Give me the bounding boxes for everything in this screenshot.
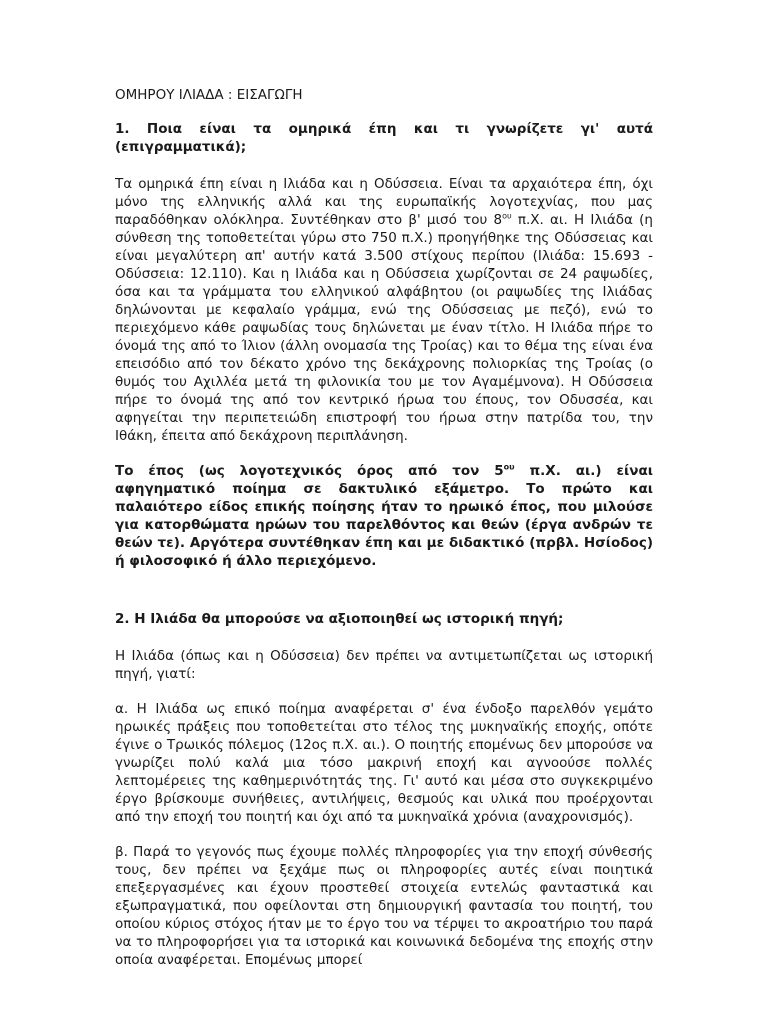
document-title: ΟΜΗΡΟΥ ΙΛΙΑΔΑ : ΕΙΣΑΓΩΓΗ: [115, 87, 303, 103]
answer-1-epic-paragraph: [115, 462, 653, 570]
answer-1b-text-a: Το έπος (ως λογοτεχνικός όρος από τον 5: [115, 463, 504, 479]
question-1: 1. Ποια είναι τα ομηρικά έπη και τι γνωρίζετε γι' αυτά (επιγραμματικά);: [115, 121, 653, 155]
ordinal-superscript: ου: [503, 462, 515, 472]
answer-2-point-beta: β. Παρά το γεγονός πως έχουμε πολλές πληροφορίες για την εποχή σύνθεσής τους, δεν πρέπει να ξεχάμε πως οι πληροφορίες αυτές είναι ποιητικά επεξεργασμένες και έχουν προστεθεί στοιχεία εντελώς φανταστικά και εξωπραγματικά, που οφείλονται στη δημιουργική φαντασία του ποιητή, του οποίου κύριος στόχος ήταν με το έργο του να τέρψει το ακροατήριο του παρά να το πληροφορήσει για τα ιστορικά και κοινωνικά δεδομένα της εποχής στην οποία αναφέρεται. Επομένως μπορεί: [115, 844, 653, 968]
document-page: [115, 86, 653, 969]
answer-1b-text-b: π.Χ. αι.) είναι αφηγηματικό ποίημα σε δακτυλικό εξάμετρο. Το πρώτο και παλαιότερο είδος επικής ποίησης ήταν το ηρωικό έπος, που μιλούσε για κατορθώματα ηρώων του παρελθόντος και θεών (έργα ανδρών τε θεών τε). Αργότερα συντέθηκαν έπη και με διδακτικό (πρβλ. Ησίοδος) ή φιλοσοφικό ή άλλο περιεχόμενο.: [115, 463, 653, 569]
answer-1-text-b: π.Χ. αι. Η Ιλιάδα (η σύνθεση της τοποθετείται γύρω στο 750 π.Χ.) προηγήθηκε της Οδύσσειας και είναι μεγαλύτερη απ' αυτήν κατά 3.500 στίχους περίπου (Ιλιάδα: 15.693 - Οδύσσεια: 12.110). Και η Ιλιάδα και η Οδύσσεια χωρίζονται σε 24 ραψωδίες, όσα και τα γράμματα του ελληνικού αλφάβητου (οι ραψωδίες της Ιλιάδας δηλώνονται με κεφαλαίο γράμμα, ενώ της Οδύσσειας με πεζό), ενώ το περιεχόμενο κάθε ραψωδίας τους δηλώνεται με έναν τίτλο. Η Ιλιάδα πήρε το όνομά της από το Ίλιον (άλλη ονομασία της Τροίας) και το θέμα της είναι ένα επεισόδιο από τον δέκατο χρόνο της δεκάχρονης πολιορκίας της Τροίας (ο θυμός του Αχιλλέα μετά τη φιλονικία του με τον Αγαμέμνονα). Η Οδύσσεια πήρε το όνομά της από τον κεντρικό ήρωα του έπους, τον Οδυσσέα, και αφηγείται την περιπετειώδη επιστροφή του ήρωα στην πατρίδα του, την Ιθάκη, έπειτα από δεκάχρονη περιπλάνηση.: [115, 212, 653, 444]
answer-2-intro: Η Ιλιάδα (όπως και η Οδύσσεια) δεν πρέπει να αντιμετωπίζεται ως ιστορική πηγή, γιατί:: [115, 648, 653, 682]
ordinal-superscript: ου: [502, 211, 512, 221]
question-2: 2. Η Ιλιάδα θα μπορούσε να αξιοποιηθεί ως ιστορική πηγή;: [115, 611, 564, 627]
answer-1-text-a: Τα ομηρικά έπη είναι η Ιλιάδα και η Οδύσσεια. Είναι τα αρχαιότερα έπη, όχι μόνο της ελληνικής αλλά και της ευρωπαϊκής λογοτεχνίας, που μας παραδόθηκαν ολόκληρα. Συντέθηκαν στο β' μισό του 8: [115, 176, 653, 228]
answer-1-paragraph: [115, 175, 653, 445]
answer-2-point-alpha: α. Η Ιλιάδα ως επικό ποίημα αναφέρεται σ' ένα ένδοξο παρελθόν γεμάτο ηρωικές πράξεις που τοποθετείται στο τέλος της μυκηναϊκής εποχής, οπότε έγινε ο Τρωικός πόλεμος (12ος π.Χ. αι.). Ο ποιητής επομένως δεν μπορούσε να γνωρίζει πολύ καλά μια τόσο μακρινή εποχή και αγνοούσε πολλές λεπτομέρειες της καθημερινότητάς της. Γι' αυτό και μέσα στο συγκεκριμένο έργο βρίσκουμε συνήθειες, αντιλήψεις, θεσμούς και υλικά που προέρχονται από την εποχή του ποιητή και όχι από τα μυκηναϊκά χρόνια (αναχρονισμός).: [115, 701, 653, 825]
